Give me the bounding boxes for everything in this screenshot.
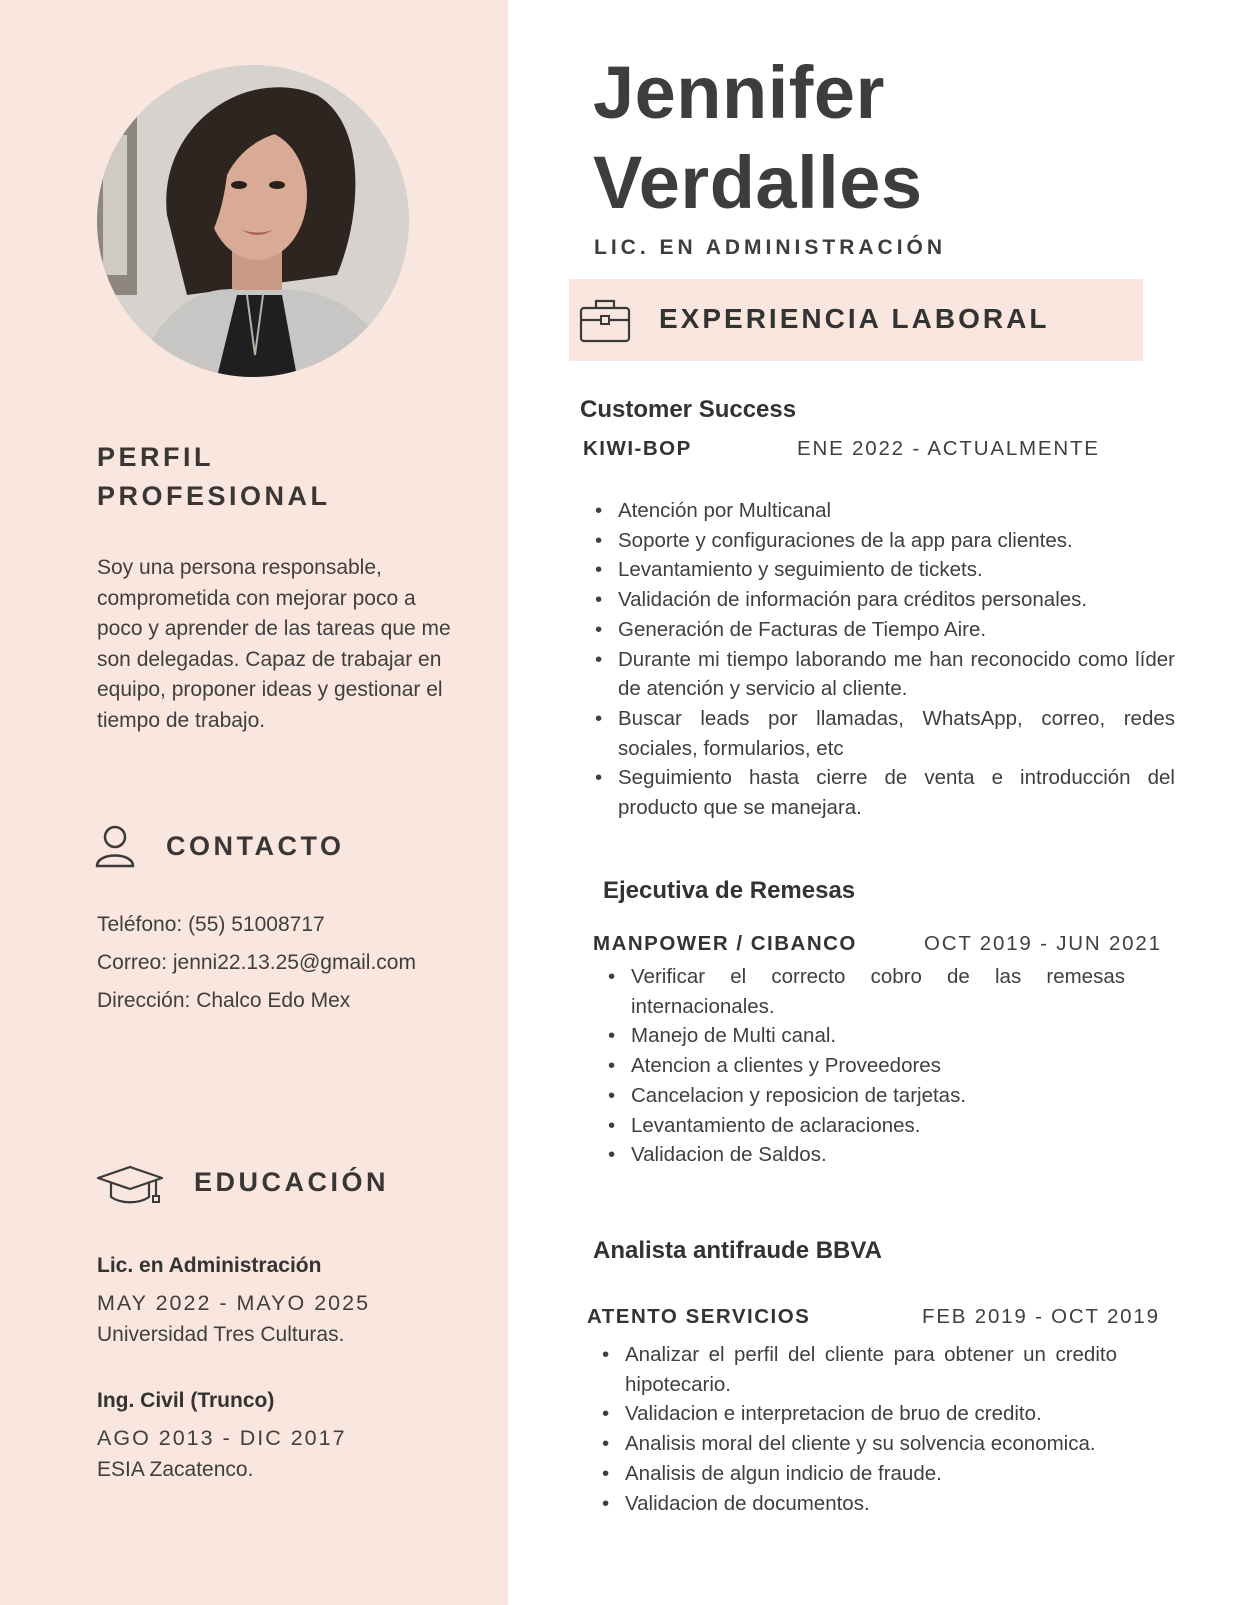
list-item: • Atención por Multicanal <box>580 496 1175 526</box>
list-item: • Durante mi tiempo laborando me han reconocido como líder de atención y servicio al cliente. <box>580 645 1175 704</box>
job-company: MANPOWER / CIBANCO <box>593 932 857 955</box>
job-entry <box>580 395 1170 467</box>
profile-heading <box>97 438 331 516</box>
list-item: • Analisis moral del cliente y su solvencia economica. <box>587 1429 1117 1459</box>
job-meta <box>590 932 1170 962</box>
education-degree: Lic. en Administración <box>97 1254 322 1277</box>
education-item <box>97 1387 497 1485</box>
list-item: • Generación de Facturas de Tiempo Aire. <box>580 615 1175 645</box>
sidebar <box>0 0 508 1605</box>
list-item: • Levantamiento de aclaraciones. <box>593 1111 1125 1141</box>
list-item: • Verificar el correcto cobro de las remesas internacionales. <box>593 962 1125 1021</box>
list-item: • Soporte y configuraciones de la app para clientes. <box>580 526 1175 556</box>
profile-heading-line2: PROFESIONAL <box>97 481 331 511</box>
list-item: • Validación de información para créditos personales. <box>580 585 1175 615</box>
job-bullets <box>580 496 1175 823</box>
job-bullets <box>593 962 1125 1170</box>
education-heading: EDUCACIÓN <box>194 1167 390 1197</box>
list-item: • Analisis de algun indicio de fraude. <box>587 1459 1117 1489</box>
list-item: • Cancelacion y reposicion de tarjetas. <box>593 1081 1125 1111</box>
education-item <box>97 1252 497 1350</box>
list-item: • Buscar leads por llamadas, WhatsApp, correo, redes sociales, formularios, etc <box>580 704 1175 763</box>
contact-phone: Teléfono: (55) 51008717 <box>97 913 325 936</box>
job-bullets <box>587 1340 1117 1518</box>
job-entry <box>603 876 1173 906</box>
candidate-title: LIC. EN ADMINISTRACIÓN <box>594 236 947 259</box>
list-item: • Manejo de Multi canal. <box>593 1021 1125 1051</box>
job-entry <box>593 1236 1173 1266</box>
list-item: • Validacion de Saldos. <box>593 1140 1125 1170</box>
experience-heading: EXPERIENCIA LABORAL <box>659 303 1050 334</box>
contact-heading: CONTACTO <box>166 831 345 861</box>
experience-heading-band <box>569 279 1143 361</box>
job-role: Analista antifraude BBVA <box>593 1237 882 1264</box>
job-company: KIWI-BOP <box>583 437 692 460</box>
briefcase-icon <box>579 296 631 349</box>
user-icon <box>95 824 135 873</box>
job-meta <box>584 1305 1174 1335</box>
list-item: • Validacion e interpretacion de bruo de credito. <box>587 1399 1117 1429</box>
contact-list <box>97 912 497 1026</box>
profile-heading-line1: PERFIL <box>97 442 215 472</box>
job-dates: ENE 2022 - ACTUALMENTE <box>797 437 1100 460</box>
job-meta <box>580 437 1170 467</box>
profile-photo <box>97 65 409 377</box>
education-degree: Ing. Civil (Trunco) <box>97 1389 275 1412</box>
last-name: Verdalles <box>593 141 923 224</box>
job-dates: OCT 2019 - JUN 2021 <box>924 932 1162 955</box>
graduation-cap-icon <box>96 1164 164 1211</box>
list-item: • Validacion de documentos. <box>587 1489 1117 1519</box>
education-school: Universidad Tres Culturas. <box>97 1323 345 1346</box>
list-item: • Atencion a clientes y Proveedores <box>593 1051 1125 1081</box>
contact-address: Dirección: Chalco Edo Mex <box>97 989 351 1012</box>
education-dates: AGO 2013 - DIC 2017 <box>97 1426 347 1450</box>
education-school: ESIA Zacatenco. <box>97 1458 254 1481</box>
candidate-name <box>593 48 923 228</box>
contact-email: Correo: jenni22.13.25@gmail.com <box>97 951 416 974</box>
first-name: Jennifer <box>593 51 885 134</box>
list-item: • Levantamiento y seguimiento de tickets. <box>580 555 1175 585</box>
job-company: ATENTO SERVICIOS <box>587 1305 811 1328</box>
profile-text: Soy una persona responsable, comprometida con mejorar poco a poco y aprender de las tareas que me son delegadas. Capaz de trabajar en equipo, proponer ideas y gestionar el tiempo de trabajo. <box>97 556 451 732</box>
job-role: Ejecutiva de Remesas <box>603 877 856 904</box>
profile-photo-illustration <box>97 65 409 377</box>
list-item: • Analizar el perfil del cliente para obtener un credito hipotecario. <box>587 1340 1117 1399</box>
job-role: Customer Success <box>580 396 797 423</box>
list-item: • Seguimiento hasta cierre de venta e introducción del producto que se manejara. <box>580 763 1175 822</box>
education-dates: MAY 2022 - MAYO 2025 <box>97 1291 371 1315</box>
job-dates: FEB 2019 - OCT 2019 <box>922 1305 1160 1328</box>
